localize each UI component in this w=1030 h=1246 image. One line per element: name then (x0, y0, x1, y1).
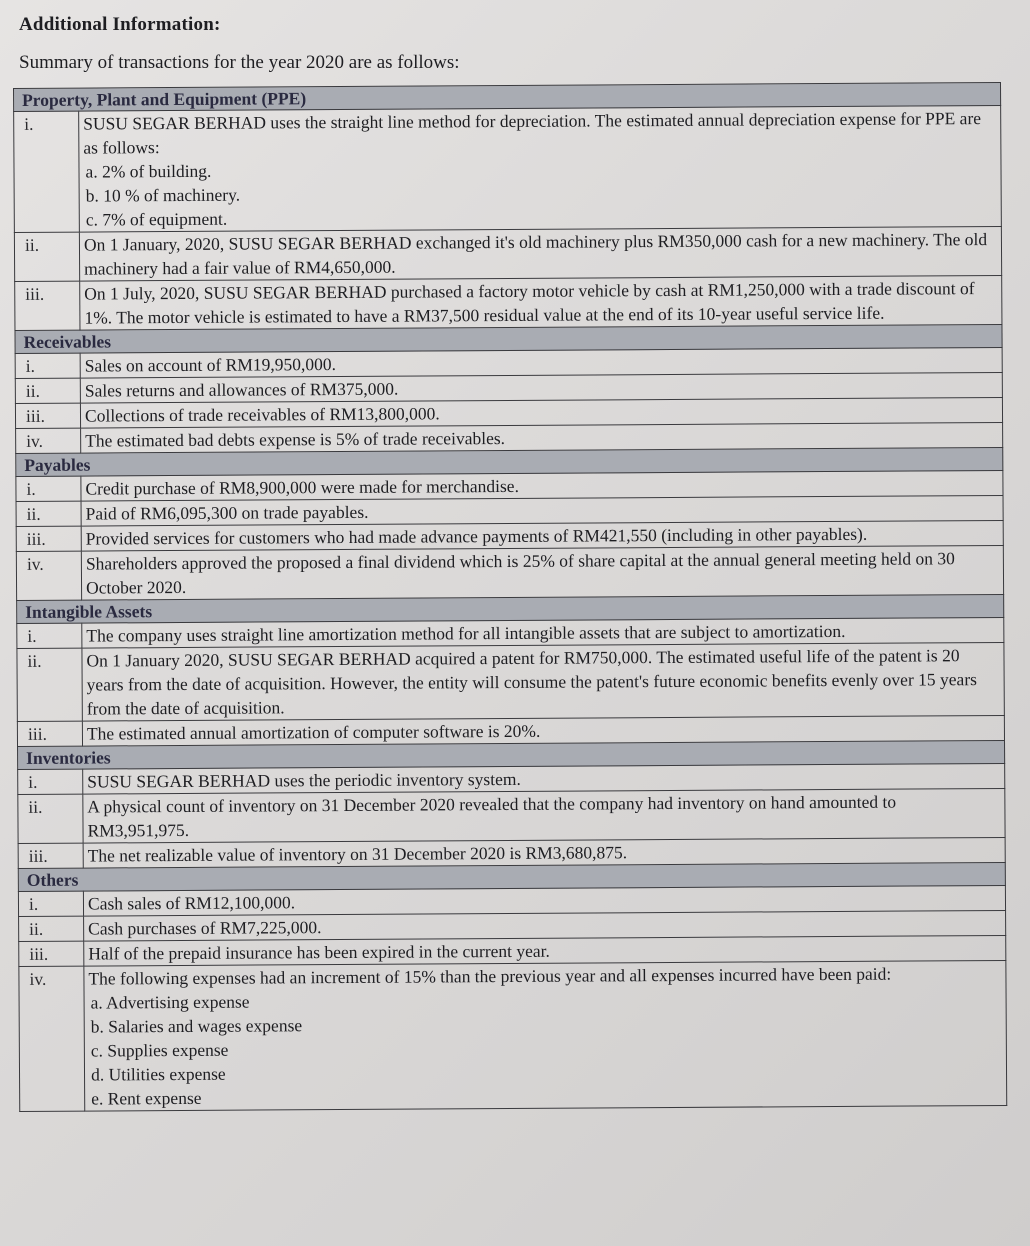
section-title: Inventories (18, 740, 1005, 769)
section-title: Others (18, 862, 1005, 891)
item-number: ii. (17, 648, 82, 721)
item-number: iii. (16, 526, 81, 551)
item-text: Paid of RM6,095,300 on trade payables. (85, 501, 369, 524)
item-text: Provided services for customers who had made advance payments of RM421,550 (including in other payables). (85, 523, 868, 549)
section-title: Receivables (15, 324, 1002, 353)
section-title: Payables (16, 447, 1003, 476)
transaction-row (15, 275, 1002, 330)
heading: Additional Information: (19, 14, 221, 35)
item-text: A physical count of inventory on 31 December 2020 revealed that the company had inventory on hand amounted to RM3,951,975. (87, 791, 897, 841)
section-title: Intangible Assets (17, 594, 1004, 623)
sub-item: c. Supplies expense (90, 1039, 229, 1061)
item-number: i. (16, 476, 81, 501)
item-text: Cash purchases of RM7,225,000. (88, 917, 322, 939)
item-text: The following expenses had an increment of 15% than the previous year and all expenses incurred have been paid: (88, 963, 892, 989)
transaction-row (17, 642, 1004, 721)
item-number: i. (18, 769, 83, 794)
transaction-row (14, 226, 1001, 281)
item-number: ii. (18, 794, 83, 843)
item-number: i. (17, 623, 82, 648)
item-cell (80, 275, 1002, 330)
item-number: iv. (16, 428, 81, 453)
transaction-row (19, 960, 1007, 1111)
item-number: ii. (19, 916, 84, 941)
item-number: iii. (15, 281, 80, 330)
item-text: On 1 July, 2020, SUSU SEGAR BERHAD purchased a factory motor vehicle by cash at RM1,250,000 with a trade discount of 1%. The motor vehicle is estimated to have a RM37,500 residual value at the end of its 10-year useful service life. (84, 278, 975, 328)
item-number: ii. (14, 232, 79, 281)
item-text: Collections of trade receivables of RM13,800,000. (84, 403, 440, 426)
sub-item: b. 10 % of machinery. (85, 184, 241, 206)
item-text: Cash sales of RM12,100,000. (87, 892, 296, 914)
item-number: iv. (19, 966, 85, 1111)
sub-item: b. Salaries and wages expense (90, 1015, 303, 1037)
item-text: The estimated bad debts expense is 5% of trade receivables. (85, 428, 506, 451)
sub-item: c. 7% of equipment. (85, 208, 228, 230)
item-number: i. (14, 111, 80, 232)
sub-item: e. Rent expense (91, 1087, 202, 1109)
transaction-row (16, 545, 1003, 600)
transaction-row (14, 105, 1002, 232)
item-cell (81, 545, 1003, 600)
intro-text: Summary of transactions for the year 2020 are as follows: (19, 52, 460, 73)
item-number: iii. (18, 843, 83, 868)
item-text: Sales returns and allowances of RM375,000. (84, 378, 399, 401)
transactions-table (13, 82, 1007, 1112)
item-text: SUSU SEGAR BERHAD uses the straight line method for depreciation. The estimated annual depreciation expense for PPE are as follows: (83, 108, 982, 158)
item-text: On 1 January, 2020, SUSU SEGAR BERHAD exchanged it's old machinery plus RM350,000 cash for a new machinery. The old machinery had a fair value of RM4,650,000. (83, 229, 988, 279)
item-text: Half of the prepaid insurance has been expired in the current year. (88, 940, 550, 964)
item-text: The net realizable value of inventory on 31 December 2020 is RM3,680,875. (87, 842, 628, 866)
item-text: On 1 January 2020, SUSU SEGAR BERHAD acquired a patent for RM750,000. The estimated useful life of the patent is 20 years from the date of acquisition. However, the entity will consume the patent's future economic benefits evenly over 15 years from the date of acquisition. (86, 645, 977, 719)
item-number: iii. (15, 403, 80, 428)
item-cell (79, 226, 1001, 281)
item-number: iii. (19, 941, 84, 966)
item-text: The company uses straight line amortization method for all intangible assets that are subject to amortization. (86, 620, 846, 646)
sub-item: a. Advertising expense (90, 991, 250, 1013)
sub-item: d. Utilities expense (90, 1063, 226, 1085)
item-number: i. (15, 353, 80, 378)
item-number: ii. (15, 378, 80, 403)
item-text: Credit purchase of RM8,900,000 were made for merchandise. (85, 475, 519, 499)
item-cell (79, 105, 1002, 232)
section-title: Property, Plant and Equipment (PPE) (14, 82, 1001, 111)
item-number: i. (18, 891, 83, 916)
item-cell (83, 788, 1005, 843)
item-number: ii. (16, 501, 81, 526)
item-cell (82, 642, 1004, 721)
item-cell (84, 960, 1007, 1111)
item-text: The estimated annual amortization of computer software is 20%. (86, 720, 541, 744)
transaction-row (18, 788, 1005, 843)
item-text: Sales on account of RM19,950,000. (84, 354, 337, 376)
item-number: iii. (17, 721, 82, 746)
item-number: iv. (16, 551, 81, 600)
item-text: Shareholders approved the proposed a final dividend which is 25% of share capital at the annual general meeting held on 30 October 2020. (85, 548, 955, 598)
item-text: SUSU SEGAR BERHAD uses the periodic inventory system. (87, 768, 521, 792)
sub-item: a. 2% of building. (85, 160, 212, 182)
